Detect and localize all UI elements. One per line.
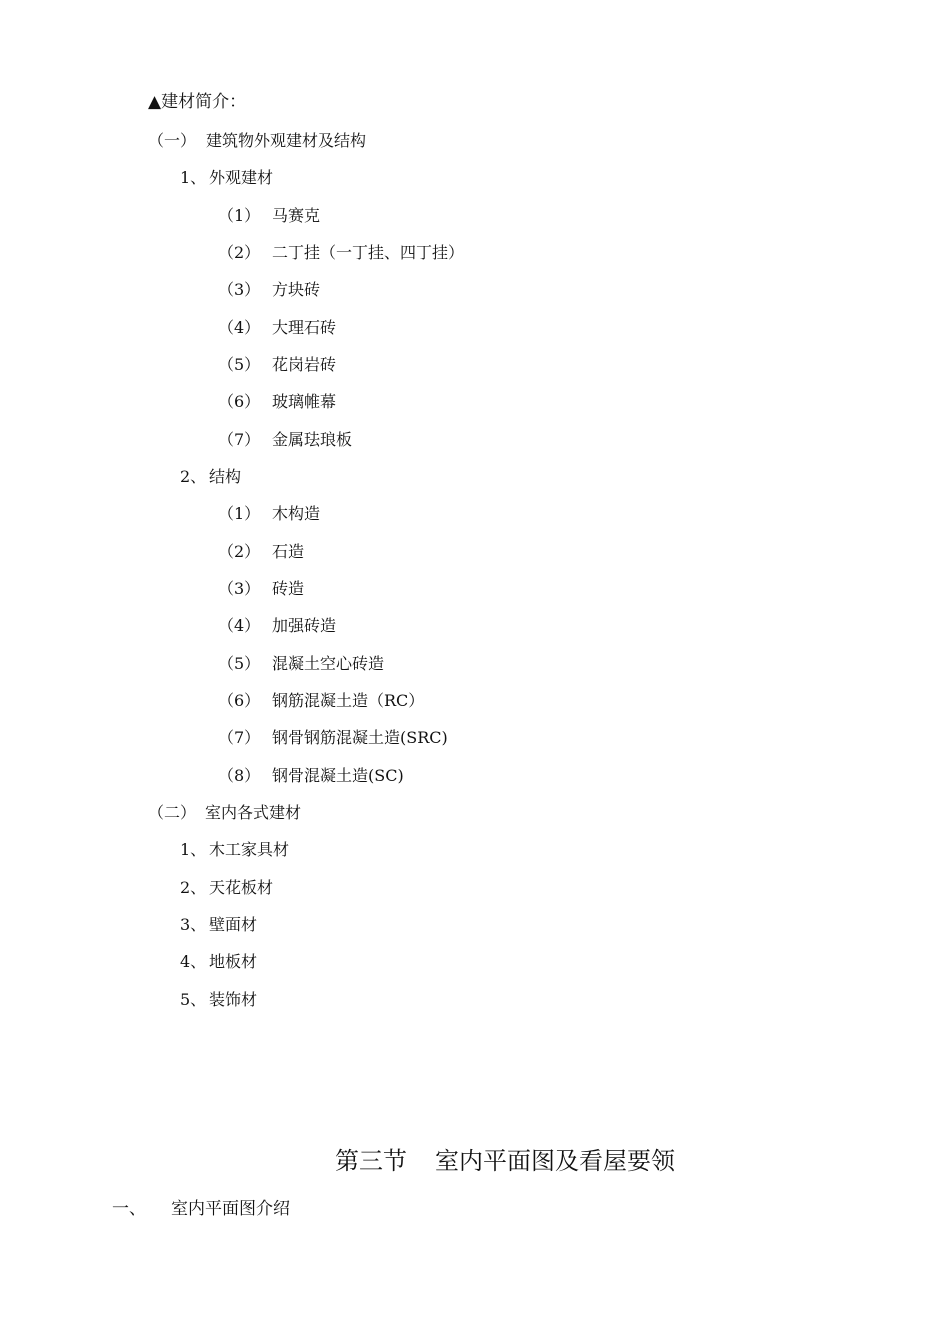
list-item-text: 钢筋混凝土造（RC） [272,691,425,710]
list-item-number: （7） [218,728,261,747]
list-item [218,355,336,375]
list-item [218,654,384,674]
list-item-number: （2） [218,243,261,262]
part1-heading [148,131,366,151]
list-item-text: 木工家具材 [209,840,290,859]
part1-s2-title: 结构 [209,467,242,486]
list-item [218,579,304,599]
part1-s1-number: 1、 [180,168,207,187]
list-item-number: （5） [218,654,261,673]
part1-s2-heading [180,467,241,487]
list-item-number: （3） [218,280,261,299]
list-item-number: （4） [218,616,261,635]
list-item [218,504,320,524]
list-item [218,280,320,300]
list-item [218,691,424,711]
list-item-text: 混凝土空心砖造 [272,654,385,673]
list-item-text: 二丁挂（一丁挂、四丁挂） [272,243,465,262]
list-item-number: （7） [218,430,261,449]
part1-number: （一） [148,131,197,150]
section-title [0,1146,950,1176]
list-item [218,392,336,412]
list-item-number: （3） [218,579,261,598]
list-item-text: 加强砖造 [272,616,337,635]
list-item [218,318,336,338]
list-item-text: 石造 [272,542,305,561]
list-item [180,990,257,1010]
intro-heading: ▲建材简介： [148,92,247,112]
list-item-text: 砖造 [272,579,305,598]
list-item-text: 玻璃帷幕 [272,392,337,411]
list-item-text: 马赛克 [272,206,321,225]
list-item-text: 地板材 [209,952,258,971]
subsection-number: 一、 [112,1199,146,1219]
list-item-text: 天花板材 [209,878,274,897]
list-item-number: 2、 [180,878,207,897]
list-item-number: （4） [218,318,261,337]
list-item-number: （6） [218,691,261,710]
list-item-text: 金属珐琅板 [272,430,353,449]
list-item [218,206,320,226]
list-item-text: 钢骨混凝土造(SC) [272,766,404,785]
part1-s1-title: 外观建材 [209,168,274,187]
subsection-heading [112,1198,290,1220]
list-item-text: 大理石砖 [272,318,337,337]
list-item-text: 装饰材 [209,990,258,1009]
part1-s1-heading [180,168,273,188]
list-item-number: （5） [218,355,261,374]
list-item-text: 壁面材 [209,915,258,934]
list-item-number: 3、 [180,915,207,934]
subsection-title: 室内平面图介绍 [171,1199,290,1219]
list-item [218,243,464,263]
part2-number: （二） [148,803,197,822]
list-item [218,616,336,636]
list-item-text: 方块砖 [272,280,321,299]
list-item [180,878,273,898]
list-item-number: （1） [218,504,261,523]
list-item-number: 1、 [180,840,207,859]
list-item-number: （8） [218,766,261,785]
list-item-number: （6） [218,392,261,411]
list-item [218,766,404,786]
list-item [218,430,352,450]
section-title-text: 室内平面图及看屋要领 [435,1147,675,1175]
part2-heading [148,803,301,823]
list-item-text: 花岗岩砖 [272,355,337,374]
list-item-number: （1） [218,206,261,225]
list-item [180,915,257,935]
part1-title: 建筑物外观建材及结构 [206,131,367,150]
list-item [218,728,448,748]
section-label: 第三节 [335,1147,407,1175]
part2-title: 室内各式建材 [205,803,302,822]
list-item-number: 4、 [180,952,207,971]
list-item-number: （2） [218,542,261,561]
part1-s2-number: 2、 [180,467,207,486]
list-item-text: 木构造 [272,504,321,523]
list-item [180,840,289,860]
list-item-number: 5、 [180,990,207,1009]
list-item [218,542,304,562]
list-item-text: 钢骨钢筋混凝土造(SRC) [272,728,448,747]
list-item [180,952,257,972]
